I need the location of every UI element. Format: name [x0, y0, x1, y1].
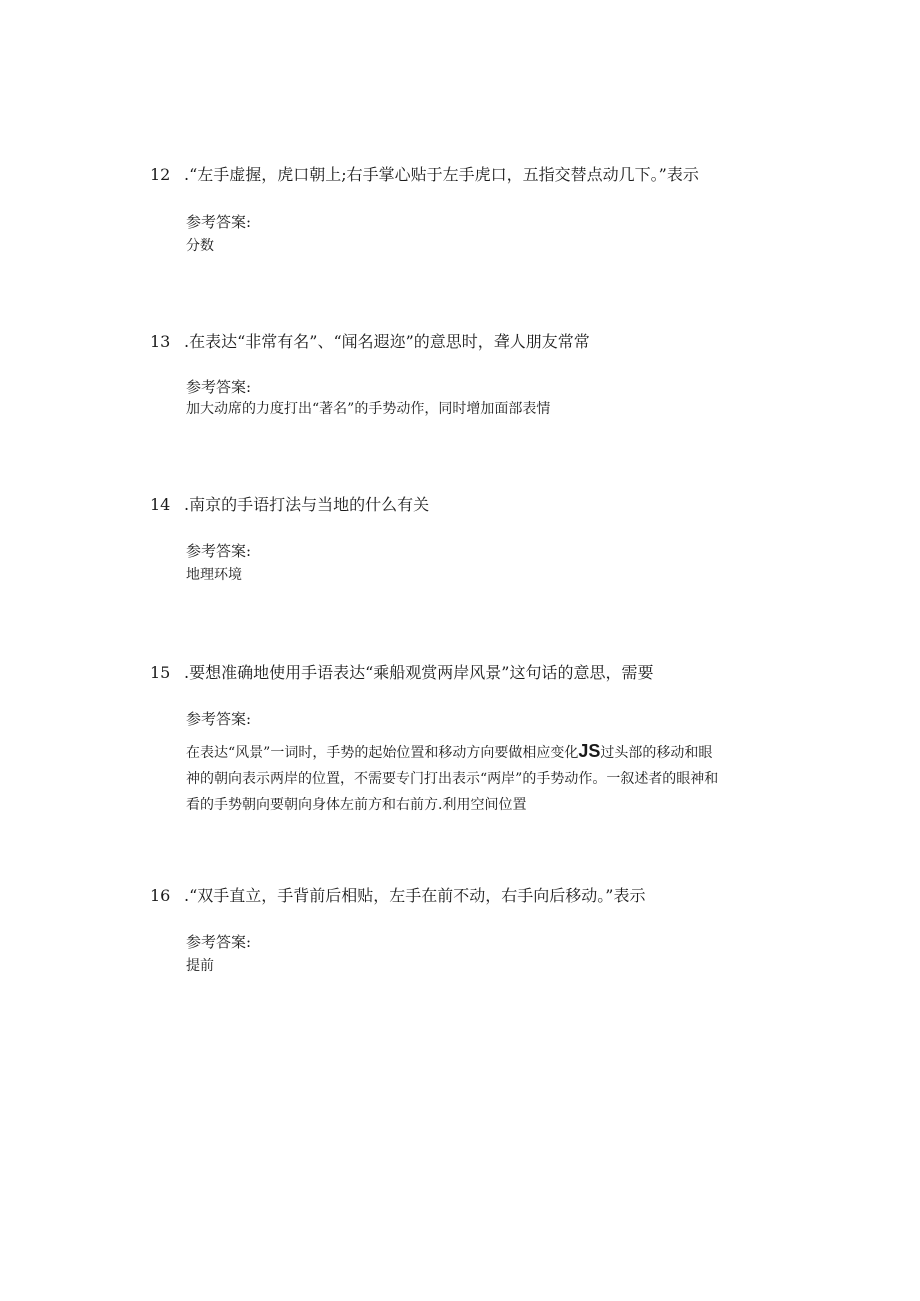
answer-text: 地理环境: [186, 567, 242, 583]
answer-label: 参考答案:: [186, 542, 252, 560]
answer-label: 参考答案:: [186, 710, 252, 728]
question-13: [150, 331, 870, 417]
question-14: [150, 494, 870, 583]
question-text: [150, 885, 870, 907]
answer-label: 参考答案:: [186, 378, 252, 396]
question-number: 12: [150, 165, 171, 184]
question-text: [150, 662, 870, 684]
answer-line: [186, 738, 826, 766]
answer-label: 参考答案:: [186, 933, 252, 951]
question-text: [150, 331, 870, 353]
question-15: [150, 662, 870, 813]
answer-line-segment: 过头部的移动和眼: [600, 745, 713, 761]
question-text: [150, 164, 870, 186]
answer-text: 提前: [186, 958, 214, 974]
answer-line-segment: 在表达“风景”一词时，手势的起始位置和移动方向要做相应变化: [186, 745, 579, 761]
question-body: .要想准确地使用手语表达“乘船观赏两岸风景”这句话的意思，需要: [184, 663, 654, 682]
answer-label: 参考答案:: [186, 213, 252, 231]
question-12: [150, 164, 870, 254]
question-body: .“双手直立，手背前后相贴，左手在前不动，右手向后移动。”表示: [184, 886, 646, 905]
question-number: 14: [150, 495, 171, 514]
question-number: 16: [150, 886, 171, 905]
question-body: .南京的手语打法与当地的什么有关: [184, 495, 430, 514]
answer-text: 加大动席的力度打出“著名”的手势动作，同时增加面部表情: [186, 401, 551, 417]
answer-text: 分数: [186, 238, 214, 254]
answer-line: 神的朝向表示两岸的位置，不需要专门打出表示“两岸”的手势动作。一叙述者的眼神和: [186, 771, 719, 787]
answer-line: 看的手势朝向要朝向身体左前方和右前方.利用空间位置: [186, 797, 527, 813]
question-16: [150, 885, 870, 974]
question-number: 15: [150, 663, 171, 682]
answer-paragraph: [186, 738, 826, 818]
question-body: .在表达“非常有名”、“闻名遐迩”的意思时，聋人朋友常常: [184, 332, 590, 351]
answer-line-segment: JS: [578, 741, 601, 761]
question-number: 13: [150, 332, 171, 351]
question-body: .“左手虚握，虎口朝上;右手掌心贴于左手虎口，五指交替点动几下。”表示: [184, 165, 699, 184]
question-text: [150, 494, 870, 516]
